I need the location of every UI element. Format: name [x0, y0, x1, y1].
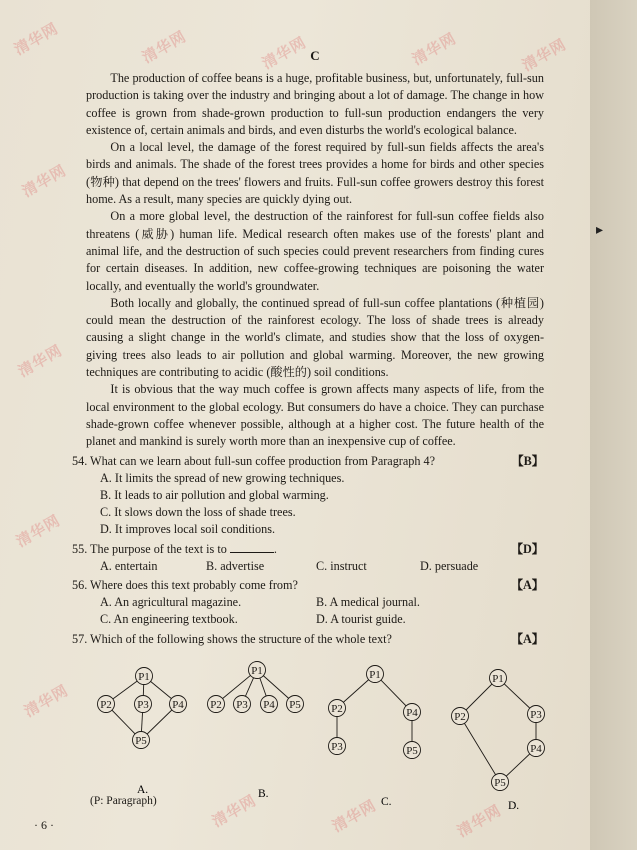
watermark: 清华网 — [20, 681, 72, 721]
question-55-stem-end: . — [273, 541, 277, 556]
question-57 — [72, 631, 544, 648]
question-56-answer: 【A】 — [510, 577, 544, 592]
node-p4: P4 — [172, 699, 184, 711]
node-p2: P2 — [100, 699, 112, 711]
node-p3: P3 — [236, 699, 248, 711]
node-p4: P4 — [263, 699, 275, 711]
node-p5: P5 — [494, 777, 506, 789]
question-54-option-d: D. It improves local soil conditions. — [100, 522, 276, 537]
paragraph-3: On a more global level, the destruction of the rainforest for full-sun coffee fields also threatens (威胁) human life. Medical research often makes use of the forests' plant and animal life, and the destruction of such species could prevent researchers from finding cures for certain diseases. In addition, new coffee-growing techniques are poisoning the water locally, and eventually the world's groundwater. — [86, 209, 544, 293]
page-number: · 6 · — [34, 818, 54, 832]
node-p3: P3 — [331, 741, 343, 753]
watermark: 清华网 — [408, 29, 460, 69]
watermark: 清华网 — [258, 33, 310, 73]
watermark: 清华网 — [518, 35, 570, 75]
question-56-option-d: D. A tourist guide. — [316, 612, 406, 627]
node-p4: P4 — [530, 743, 542, 755]
question-56-options-row-2 — [86, 611, 544, 628]
node-p4: P4 — [406, 707, 418, 719]
question-56-option-c: C. An engineering textbook. — [100, 612, 238, 627]
watermark: 清华网 — [138, 27, 190, 67]
diagram-c — [337, 674, 412, 750]
watermark: 清华网 — [10, 19, 62, 59]
question-55-answer: 【D】 — [510, 541, 544, 556]
node-p5: P5 — [289, 699, 301, 711]
diagram-c-label: C. — [381, 796, 392, 808]
watermark: 清华网 — [328, 796, 380, 836]
question-55-option-d: D. persuade — [420, 558, 479, 573]
structure-diagrams — [82, 660, 562, 810]
paragraph-4: Both locally and globally, the continued spread of full-sun coffee plantations (种植园) could mean the destruction of the rainforest ecology. The loss of shade trees is already causing a slight change in the world's climate, and studies show that the loss of oxygen-giving trees also leads to air pollution and global warming. Moreover, the new growing techniques are contributing to acidic (酸性的) soil conditions. — [86, 295, 544, 380]
section-letter: C — [310, 48, 320, 63]
question-54-option-a: A. It limits the spread of new growing techniques. — [100, 470, 345, 485]
diagram-caption: (P: Paragraph) — [90, 795, 157, 807]
diagram-b-label: B. — [258, 788, 269, 800]
question-57-answer: 【A】 — [510, 631, 544, 646]
node-p5: P5 — [135, 735, 147, 747]
answer-blank — [230, 541, 274, 553]
diagram-d-label: D. — [508, 800, 520, 812]
question-56-stem: 56. Where does this text probably come from? — [72, 577, 298, 592]
node-p1: P1 — [138, 671, 150, 683]
question-55-option-a: A. entertain — [100, 558, 158, 573]
question-54 — [72, 453, 544, 470]
question-55 — [72, 541, 544, 558]
paragraph-1: The production of coffee beans is a huge, profitable business, but, unfortunately, full-sun production is taking over the industry and bringing about a lot of damage. The change in how coffee is grown from shade-grown production to full-sun production endangers the very existence of, certain animals and birds, and even disturbs the world's ecological balance. — [86, 71, 544, 137]
paragraph-2: On a local level, the damage of the forest required by full-sun fields affects the area's birds and animals. The shade of the forest trees provides a home for birds and other species (物种) that depend on the trees' flowers and fruits. Full-sun coffee growers destroy this forest home. As a result, many species are quickly dying out. — [86, 140, 544, 207]
question-54-stem: 54. What can we learn about full-sun coffee production from Paragraph 4? — [72, 453, 436, 468]
question-56-option-a: A. An agricultural magazine. — [100, 595, 242, 610]
triangle-marker-icon: ▸ — [596, 223, 604, 238]
node-p2: P2 — [331, 703, 343, 715]
question-56 — [72, 577, 544, 594]
watermark: 清华网 — [12, 511, 64, 551]
question-55-options — [86, 558, 544, 575]
question-54-option-b: B. It leads to air pollution and global warming. — [100, 487, 329, 502]
question-55-option-c: C. instruct — [316, 558, 367, 573]
diagram-d — [460, 678, 536, 782]
question-54-answer: 【B】 — [511, 453, 544, 468]
adjacent-page-edge — [590, 0, 637, 850]
watermark: 清华网 — [18, 161, 70, 201]
node-p1: P1 — [251, 665, 263, 677]
watermark: 清华网 — [453, 801, 505, 841]
question-56-options-row-1 — [86, 594, 544, 611]
node-p2: P2 — [210, 699, 222, 711]
diagram-a-label: A. — [137, 784, 149, 796]
question-56-option-b: B. A medical journal. — [316, 595, 420, 610]
node-p3: P3 — [530, 709, 542, 721]
structure-diagrams-svg — [82, 660, 562, 810]
reading-passage — [72, 48, 544, 648]
question-55-option-b: B. advertise — [206, 558, 265, 573]
watermark: 清华网 — [208, 791, 260, 831]
node-p2: P2 — [454, 711, 466, 723]
paragraph-5: It is obvious that the way much coffee is grown affects many aspects of life, from the local environment to the global ecology. But consumers do have a choice. They can purchase shade-grown coffee whenever possible, although at a higher cost. The future health of the planet and mankind is surely worth more than an inexpensive cup of coffee. — [86, 382, 544, 449]
question-55-stem: 55. The purpose of the text is to — [72, 541, 227, 556]
node-p3: P3 — [137, 699, 149, 711]
node-p5: P5 — [406, 745, 418, 757]
question-57-stem: 57. Which of the following shows the structure of the whole text? — [72, 631, 392, 646]
question-54-option-c: C. It slows down the loss of shade trees. — [100, 505, 296, 520]
node-p1: P1 — [369, 669, 381, 681]
watermark: 清华网 — [14, 341, 66, 381]
node-p1: P1 — [492, 673, 504, 685]
